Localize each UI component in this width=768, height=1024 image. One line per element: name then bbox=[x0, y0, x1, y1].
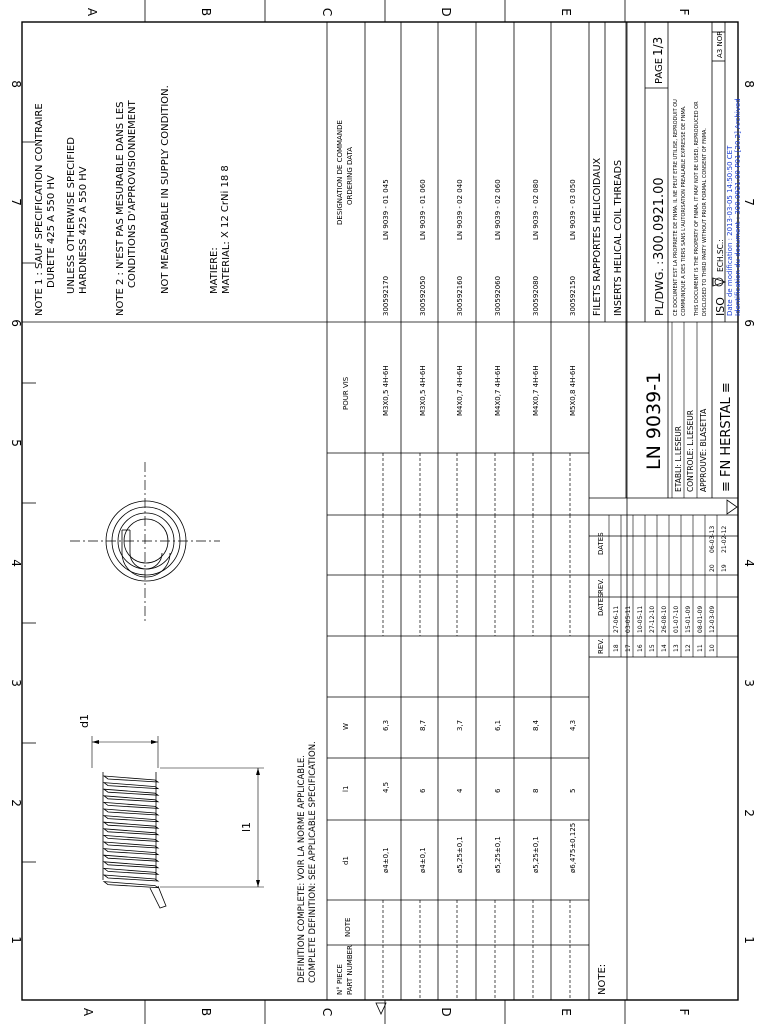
note1-en: UNLESS OTHERWISE SPECIFIED bbox=[66, 137, 77, 294]
title-block bbox=[589, 22, 742, 498]
cell-w: 3,7 bbox=[456, 719, 464, 731]
header-designation-1: DESIGNATION DE COMMANDE bbox=[336, 120, 344, 225]
cell-w: 6,1 bbox=[494, 719, 502, 731]
zone-letter-a: A bbox=[85, 7, 99, 17]
material-label: MATERIAL: bbox=[221, 241, 232, 294]
cell-part-number: 300592170 bbox=[382, 275, 390, 316]
modification-date: Date de modification : 2013-03-05 14:50:50 CET bbox=[726, 145, 734, 316]
zone-letter-c: C bbox=[320, 7, 334, 17]
coil-end-view bbox=[70, 462, 220, 622]
rev-date: 12-03-09 bbox=[709, 605, 716, 633]
company-name: ≡ FN HERSTAL ≡ bbox=[719, 382, 734, 492]
cell-screw: M3X0,5 4H-6H bbox=[419, 365, 427, 416]
header-l1: l1 bbox=[342, 785, 350, 792]
rev-number: 17 bbox=[625, 644, 632, 652]
cell-designation: LN 9039 - 02 040 bbox=[456, 179, 464, 240]
cell-l1: 4,5 bbox=[382, 781, 390, 793]
cell-d1: ø5,25±0,1 bbox=[532, 836, 540, 873]
zone-letter-e-bottom: E bbox=[559, 1008, 573, 1016]
zone-number-2: 2 bbox=[9, 799, 23, 807]
cell-w: 6,3 bbox=[382, 719, 390, 731]
rev-number: 12 bbox=[685, 644, 692, 652]
rev-number: 20 bbox=[709, 564, 716, 572]
rev-date: 06-03-13 bbox=[709, 525, 716, 553]
rev-number: 11 bbox=[697, 644, 704, 652]
header-w: W bbox=[342, 723, 350, 730]
document-identification: Identification du document : 300.0921.00-P01 [20.2] Archived bbox=[734, 98, 742, 316]
rev-date: 27-12-10 bbox=[649, 605, 656, 633]
zone-numbers-right bbox=[742, 80, 756, 944]
header-pour-vis: POUR VIS bbox=[342, 376, 350, 410]
zone-letter-f: F bbox=[677, 8, 691, 16]
note1-en-line2: HARDNESS 425 A 550 HV bbox=[78, 166, 89, 294]
pl-dwg-label: PL/DWG. : bbox=[653, 260, 666, 316]
property-en-1: THIS DOCUMENT IS THE PROPERTY OF FNMA. IT MAY NOT BE USED, REPRODUCED OR bbox=[694, 101, 700, 316]
rev-date: 03-05-11 bbox=[625, 605, 632, 633]
cell-designation: LN 9039 - 03 050 bbox=[569, 179, 577, 240]
header-part-number-2: PART NUMBER bbox=[346, 945, 354, 995]
note-strip-label: NOTE: bbox=[597, 963, 608, 995]
zone-number-1: 1 bbox=[9, 936, 23, 944]
rev-date: 27-06-11 bbox=[613, 605, 620, 633]
zone-number-7-right: 7 bbox=[742, 198, 756, 206]
cell-part-number: 300592060 bbox=[494, 275, 502, 316]
title-en: INSERTS HELICAL COIL THREADS bbox=[613, 159, 624, 316]
material-value: X 12 CrNi 18 8 bbox=[220, 165, 231, 238]
rev-number: 15 bbox=[649, 644, 656, 652]
cell-l1: 4 bbox=[456, 788, 464, 793]
pl-dwg-value: 300.0921.00 bbox=[652, 177, 667, 260]
zone-number-4: 4 bbox=[9, 559, 23, 567]
zone-number-7: 7 bbox=[9, 198, 23, 206]
zone-letter-c-bottom: C bbox=[320, 1007, 334, 1017]
cell-part-number: 300592050 bbox=[419, 275, 427, 316]
header-note: NOTE bbox=[344, 917, 352, 937]
zone-letters-bottom bbox=[81, 1007, 691, 1017]
cell-d1: ø5,25±0,1 bbox=[494, 836, 502, 873]
doc-number: LN 9039-1 bbox=[643, 371, 665, 470]
zone-letter-d: D bbox=[439, 7, 453, 17]
header-designation-2: ORDERING DATA bbox=[346, 146, 354, 205]
cell-screw: M5X0,8 4H-6H bbox=[569, 365, 577, 416]
cell-screw: M4X0,7 4H-6H bbox=[456, 365, 464, 416]
echsc-label: ECH.SC.: bbox=[716, 239, 725, 272]
rev-number: 13 bbox=[673, 644, 680, 652]
definition-fr: DEFINITION COMPLETE: VOIR LA NORME APPLICABLE. bbox=[297, 755, 307, 983]
rev-header: REV. bbox=[597, 638, 605, 654]
rev-number: 19 bbox=[721, 564, 728, 572]
note2-fr-line2: CONDITIONS D'APPROVISIONNEMENT bbox=[127, 100, 138, 288]
zone-letter-b-bottom: B bbox=[199, 1007, 213, 1017]
property-fr-2: COMMUNIQUE A DES TIERS SANS L'AUTORISATION PREALABLE EXPRESSE DE FNMA. bbox=[681, 105, 687, 316]
cell-d1: ø5,25±0,1 bbox=[456, 836, 464, 873]
cell-d1: ø4±0,1 bbox=[419, 847, 427, 873]
zone-number-5: 5 bbox=[9, 439, 23, 447]
zone-letter-b: B bbox=[199, 7, 213, 17]
zone-number-8-right: 8 bbox=[742, 80, 756, 88]
revision-table bbox=[589, 498, 738, 657]
cell-w: 8,7 bbox=[419, 719, 427, 731]
cell-screw: M3X0,5 4H-6H bbox=[382, 365, 390, 416]
definition-text bbox=[297, 741, 318, 983]
note2-en: NOT MEASURABLE IN SUPPLY CONDITION. bbox=[160, 85, 171, 294]
zone-letter-f-bottom: F bbox=[677, 1008, 691, 1016]
rev-date: 15-01-09 bbox=[685, 605, 692, 633]
rev-date: 21-02-12 bbox=[721, 525, 728, 553]
cell-part-number: 300592160 bbox=[456, 275, 464, 316]
title-fr: FILETS RAPPORTES HELICOIDAUX bbox=[592, 157, 603, 316]
zone-numbers-left bbox=[9, 80, 23, 944]
sheet-size: A3 NOR bbox=[716, 30, 724, 58]
rev-number: 10 bbox=[709, 644, 716, 652]
cell-designation: LN 9039 - 02 060 bbox=[494, 179, 502, 240]
projection-symbol-icon bbox=[713, 278, 725, 286]
cell-l1: 8 bbox=[532, 788, 540, 793]
zone-number-3-right: 3 bbox=[742, 679, 756, 687]
parts-table bbox=[327, 22, 589, 1017]
zone-letter-e: E bbox=[559, 8, 573, 16]
definition-en: COMPLETE DEFINITION: SEE APPLICABLE SPECIFICATION. bbox=[308, 741, 318, 983]
notes-block bbox=[22, 85, 327, 322]
note2-fr: NOTE 2 : N'EST PAS MESURABLE DANS LES bbox=[115, 101, 126, 316]
etabli: ETABLI: L.LESEUR bbox=[674, 426, 683, 492]
dates-header-2: DATES bbox=[597, 532, 605, 555]
zone-number-2-right: 2 bbox=[742, 809, 756, 817]
cell-part-number: 300592080 bbox=[532, 275, 540, 316]
cell-l1: 5 bbox=[569, 788, 577, 793]
zone-number-1-right: 1 bbox=[742, 936, 756, 944]
cell-designation: LN 9039 - 02 080 bbox=[532, 179, 540, 240]
zone-letter-a-bottom: A bbox=[81, 1007, 95, 1017]
zone-number-3: 3 bbox=[9, 679, 23, 687]
cell-w: 8,4 bbox=[532, 719, 540, 731]
cell-d1: ø6,475±0,125 bbox=[569, 822, 577, 873]
coil-side-view bbox=[78, 714, 264, 908]
dates-header: DATES bbox=[597, 593, 605, 616]
cell-designation: LN 9039 - 01 045 bbox=[382, 179, 390, 240]
zone-number-6: 6 bbox=[9, 319, 23, 327]
cell-designation: LN 9039 - 01 060 bbox=[419, 179, 427, 240]
rev-number: 16 bbox=[637, 644, 644, 652]
page-value: 1/3 bbox=[651, 36, 665, 56]
rev-date: 08-01-09 bbox=[697, 605, 704, 633]
cell-screw: M4X0,7 4H-6H bbox=[532, 365, 540, 416]
cell-l1: 6 bbox=[494, 788, 502, 793]
header-part-number-1: N° PIECE bbox=[336, 964, 344, 995]
zone-letters-top bbox=[85, 7, 691, 17]
rev-number: 14 bbox=[661, 644, 668, 652]
note1-fr-line2: DURETE 425 A 550 HV bbox=[46, 175, 57, 288]
property-fr-1: CE DOCUMENT EST LA PROPRIETE DE FNMA. IL NE PEUT ETRE UTILISE, REPRODUIT OU bbox=[673, 99, 679, 316]
zone-letter-d-bottom: D bbox=[439, 1007, 453, 1017]
zone-number-4-right: 4 bbox=[742, 559, 756, 567]
cell-l1: 6 bbox=[419, 788, 427, 793]
page-label: PAGE bbox=[654, 57, 665, 84]
zone-number-8: 8 bbox=[9, 80, 23, 88]
rev-number: 18 bbox=[613, 644, 620, 652]
cell-part-number: 300592150 bbox=[569, 275, 577, 316]
dim-d1-label: d1 bbox=[78, 714, 91, 728]
rev-date: 01-07-10 bbox=[673, 605, 680, 633]
rev-date: 26-08-10 bbox=[661, 605, 668, 633]
property-en-2: DISCLOSED TO THIRD PARTY WITHOUT PRIOR FORMAL CONSENT OF FNMA. bbox=[702, 128, 708, 316]
approuve: APPROUVE: BLASETTA bbox=[699, 408, 708, 492]
cell-screw: M4X0,7 4H-6H bbox=[494, 365, 502, 416]
cell-w: 4,3 bbox=[569, 719, 577, 731]
cell-d1: ø4±0,1 bbox=[382, 847, 390, 873]
rev-date: 10-05-11 bbox=[637, 605, 644, 633]
dim-l1-label: l1 bbox=[240, 821, 253, 832]
zone-number-6-right: 6 bbox=[742, 319, 756, 327]
rev-header-2: REV. bbox=[597, 578, 605, 594]
iso-label: ISO bbox=[714, 297, 727, 316]
matiere-label: MATIERE: bbox=[209, 247, 220, 294]
header-d1: d1 bbox=[342, 856, 350, 865]
controle: CONTROLE: L.LESEUR bbox=[686, 410, 695, 492]
note1-fr: NOTE 1 : SAUF SPECIFICATION CONTRAIRE bbox=[34, 103, 45, 316]
